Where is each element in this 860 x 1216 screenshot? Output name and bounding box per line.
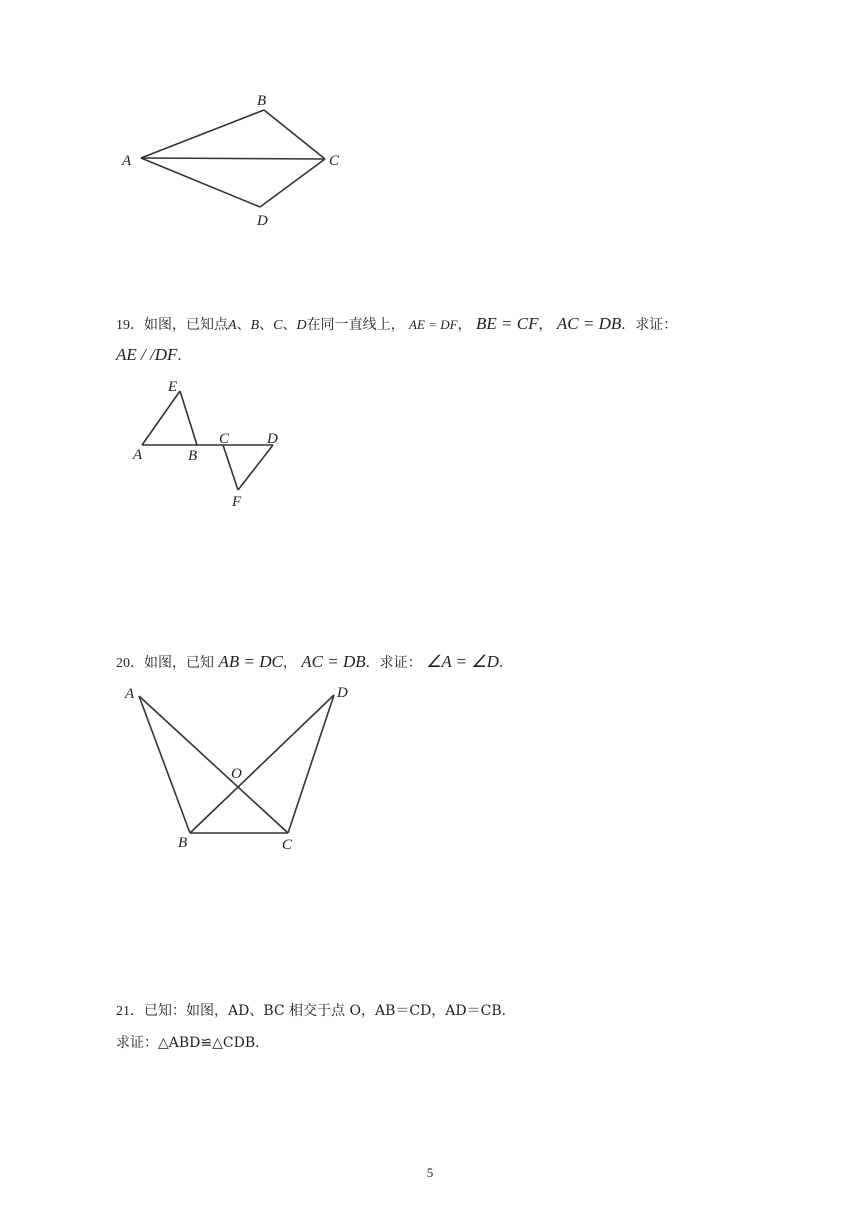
question-19-line1 — [116, 314, 677, 336]
q20-text-prove: ．求证： — [365, 655, 422, 671]
q19-text-mid: 在同一直线上， — [306, 317, 405, 333]
label-b: B — [257, 93, 267, 109]
label-a: A — [122, 153, 132, 169]
q19-text-intro: 如图，已知点 — [144, 317, 228, 333]
segment-ac — [139, 696, 288, 833]
period: ． — [498, 655, 513, 671]
period: ． — [177, 348, 192, 364]
question-21-line2 — [116, 1033, 269, 1053]
question-19-line2 — [116, 345, 191, 366]
label-a: A — [133, 447, 143, 463]
label-d: D — [267, 431, 278, 447]
label-c: C — [329, 153, 340, 169]
q20-text-intro: 如图，已知 — [144, 655, 214, 671]
comma: ， — [457, 317, 472, 333]
condition-be-cf: BE = CF — [475, 314, 539, 333]
q19-text-prove: ．求证： — [621, 317, 678, 333]
separator: 、 — [236, 317, 251, 333]
condition-ac-db: AC = DB — [301, 652, 366, 671]
point-a: A — [228, 318, 237, 333]
separator: 、 — [282, 317, 297, 333]
question-number: 19． — [116, 318, 144, 333]
label-d: D — [337, 685, 348, 701]
label-c: C — [282, 837, 293, 853]
label-o: O — [231, 766, 242, 782]
question-number: 20． — [116, 656, 144, 671]
question-20 — [116, 652, 513, 674]
label-b: B — [178, 835, 188, 851]
label-c: C — [219, 431, 230, 447]
separator: 、 — [259, 317, 274, 333]
label-e: E — [168, 379, 178, 395]
segment-ac — [141, 158, 325, 159]
segment-dc — [288, 695, 334, 833]
segment-ab — [139, 696, 190, 833]
segment-bc — [264, 110, 325, 159]
conclusion-angle-a-equals-angle-d: ∠A = ∠D — [426, 652, 499, 671]
comma: ， — [538, 317, 553, 333]
q21-given: 已知：如图，AD、BC 相交于点 O，AB＝CD，AD＝CB． — [144, 1003, 516, 1019]
segment-ad — [141, 158, 260, 207]
page-number: 5 — [426, 1165, 434, 1180]
question-21-line1 — [116, 1001, 516, 1022]
q21-prove: 求证：△ABD≌△CDB． — [116, 1035, 270, 1051]
label-b: B — [188, 448, 198, 464]
segment-dc — [260, 159, 325, 207]
point-d: D — [296, 318, 307, 333]
condition-ac-db: AC = DB — [556, 314, 622, 333]
conclusion-ae-parallel-df: AE / /DF — [116, 345, 178, 364]
condition-ab-dc: AB = DC — [218, 652, 283, 671]
segment-db — [190, 695, 334, 833]
question-number: 21． — [116, 1004, 144, 1019]
label-f: F — [232, 494, 242, 510]
figure-quadrilateral-abcd — [110, 85, 370, 235]
comma: ， — [282, 655, 297, 671]
figure-crossed-triangles — [115, 678, 365, 858]
figure-triangles-aeb-cdf — [125, 372, 290, 512]
label-a: A — [125, 686, 135, 702]
label-d: D — [257, 213, 268, 229]
condition-ae-df: AE = DF — [409, 317, 458, 332]
segment-eb — [180, 391, 197, 445]
segment-cf — [223, 445, 238, 490]
point-b: B — [250, 318, 260, 333]
point-c: C — [273, 318, 283, 333]
segment-df — [238, 445, 273, 490]
segment-ab — [141, 110, 264, 158]
segment-ae — [142, 391, 180, 445]
